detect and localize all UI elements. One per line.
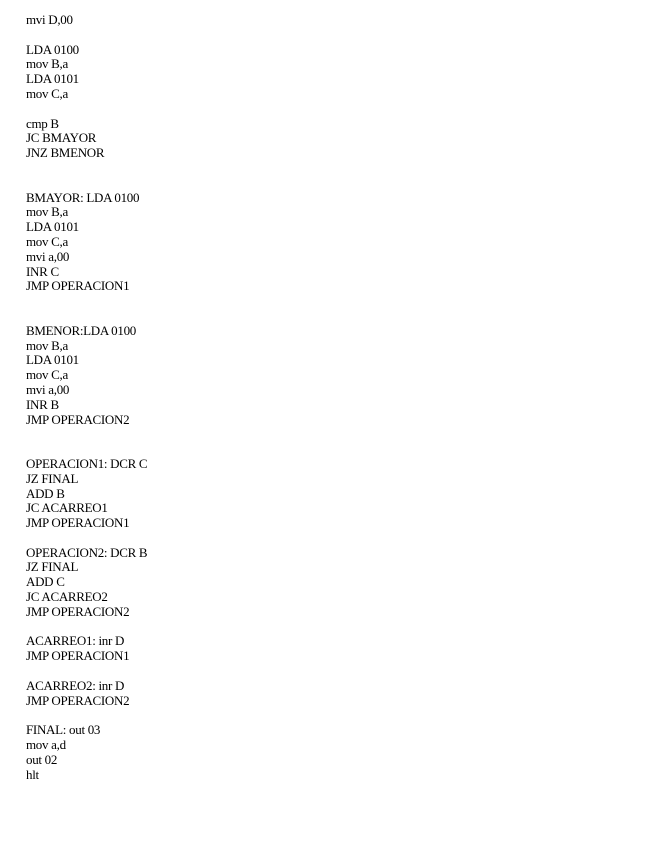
code-line: mov B,a [26,337,68,353]
code-line: ACARREO1: inr D [26,633,125,649]
blank-line [26,442,626,457]
blank-line [26,620,626,635]
code-line: mov C,a [26,233,68,249]
code-line: ADD C [26,574,65,590]
code-line: JMP OPERACION2 [26,411,130,427]
code-line: mov C,a [26,367,68,383]
code-line: mov B,a [26,204,68,220]
code-line: mov C,a [26,85,68,101]
blank-line [26,102,626,117]
code-line: JMP OPERACION2 [26,603,130,619]
code-line: FINAL: out 03 [26,722,101,738]
blank-line [26,176,626,191]
code-line: INR C [26,263,59,279]
code-line: out 02 [26,751,58,767]
code-line: LDA 0100 [26,41,79,57]
code-line: OPERACION2: DCR B [26,544,148,560]
code-line: OPERACION1: DCR C [26,455,148,471]
blank-line [26,28,626,43]
code-line: JMP OPERACION1 [26,648,130,664]
code-line: INR B [26,396,59,412]
code-line: JMP OPERACION1 [26,515,130,531]
code-line: JMP OPERACION2 [26,692,130,708]
code-line: mvi a,00 [26,381,70,397]
code-line: cmp B [26,115,59,131]
code-line: mov a,d [26,737,66,753]
blank-line [26,294,626,309]
code-line: JC ACARREO2 [26,589,108,605]
code-line: JNZ BMENOR [26,145,105,161]
code-line: JC BMAYOR [26,130,97,146]
code-line: mvi a,00 [26,248,70,264]
code-line: mov B,a [26,56,68,72]
assembly-code-listing [26,13,626,782]
code-line: JZ FINAL [26,470,79,486]
code-line: hlt [26,766,39,782]
code-line: BMAYOR: LDA 0100 [26,189,140,205]
blank-line [26,708,626,723]
code-line: LDA 0101 [26,352,79,368]
blank-line [26,161,626,176]
blank-line [26,427,626,442]
code-line: ACARREO2: inr D [26,677,125,693]
code-line: JMP OPERACION1 [26,278,130,294]
code-line: mvi D,00 [26,12,73,27]
blank-line [26,309,626,324]
code-line: LDA 0101 [26,71,79,87]
blank-line [26,531,626,546]
code-line: JZ FINAL [26,559,79,575]
code-line: JC ACARREO1 [26,500,108,516]
code-line: ADD B [26,485,65,501]
code-line: LDA 0101 [26,219,79,235]
code-line: BMENOR:LDA 0100 [26,322,136,338]
blank-line [26,664,626,679]
